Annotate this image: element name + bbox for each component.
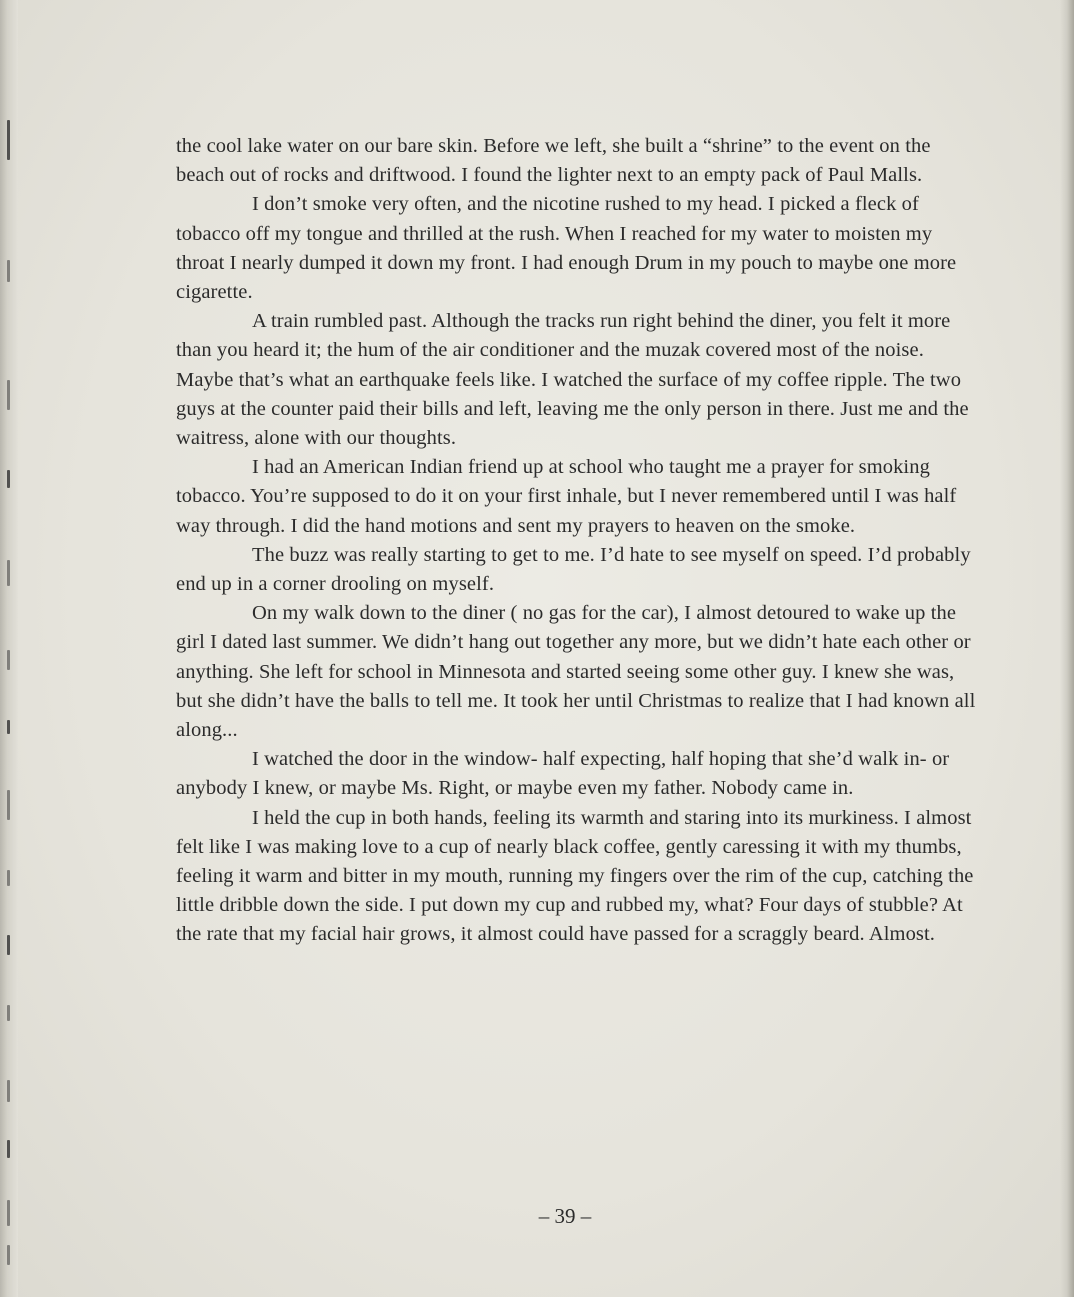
- binding-mark: [7, 720, 10, 734]
- binding-mark: [7, 1245, 10, 1265]
- binding-mark: [7, 935, 10, 955]
- binding-mark: [7, 470, 10, 488]
- paragraph-1: the cool lake water on our bare skin. Before we left, she built a “shrine” to the event on the beach out of rocks and driftwood. I found the lighter next to an empty pack of Paul Malls.: [176, 135, 931, 187]
- binding-mark: [7, 560, 10, 586]
- paragraph-4: I had an American Indian friend up at school who taught me a prayer for smoking tobacco. You’re supposed to do it on your first inhale, but I never remembered until I was half way through. I did the hand motions and sent my prayers to heaven on the smoke.: [176, 456, 957, 537]
- binding-mark: [7, 380, 10, 410]
- binding-mark: [7, 1140, 10, 1158]
- binding-mark: [7, 1080, 10, 1102]
- paragraph-2: I don’t smoke very often, and the nicotine rushed to my head. I picked a fleck of tobacco off my tongue and thrilled at the rush. When I reached for my water to moisten my throat I nearly dumped it down my front. I had enough Drum in my pouch to maybe one more cigarette.: [176, 193, 957, 304]
- paragraph-7: I watched the door in the window- half expecting, half hoping that she’d walk in- or anybody I knew, or maybe Ms. Right, or maybe even my father. Nobody came in.: [176, 748, 950, 800]
- paragraph-3: A train rumbled past. Although the tracks run right behind the diner, you felt it more than you heard it; the hum of the air conditioner and the muzak covered most of the noise. Maybe that’s what an earthquake feels like. I watched the surface of my coffee ripple. The two guys at the counter paid their bills and left, leaving me the only person in there. Just me and the waitress, alone with our thoughts.: [176, 310, 969, 450]
- binding-mark: [7, 260, 10, 282]
- binding-mark: [7, 650, 10, 670]
- binding-edge: [0, 0, 18, 1297]
- paragraph-5: The buzz was really starting to get to me. I’d hate to see myself on speed. I’d probably end up in a corner drooling on myself.: [176, 543, 971, 596]
- body-text: [176, 132, 976, 950]
- binding-mark: [7, 870, 10, 886]
- binding-mark: [7, 790, 10, 820]
- paragraph-6: On my walk down to the diner ( no gas for the car), I almost detoured to wake up the girl I dated last summer. We didn’t hang out together any more, but we didn’t hate each other or anything. She left for school in Minnesota and started seeing some other guy. I knew she was, but she didn’t have the balls to tell me. It took her until Christmas to realize that I had known all along...: [176, 602, 976, 742]
- binding-mark: [7, 120, 10, 160]
- paragraph-8: I held the cup in both hands, feeling its warmth and staring into its murkiness. I almost felt like I was making love to a cup of nearly black coffee, gently caressing it with my thumbs, feeling it warm and bitter in my mouth, running my fingers over the rim of the cup, catching the little dribble down the side. I put down my cup and rubbed my, what? Four days of stubble? At the rate that my facial hair grows, it almost could have passed for a scraggly beard. Almost.: [176, 806, 974, 946]
- page-number: – 39 –: [538, 1204, 592, 1228]
- page-edge-shadow: [1060, 0, 1074, 1297]
- binding-mark: [7, 1005, 10, 1021]
